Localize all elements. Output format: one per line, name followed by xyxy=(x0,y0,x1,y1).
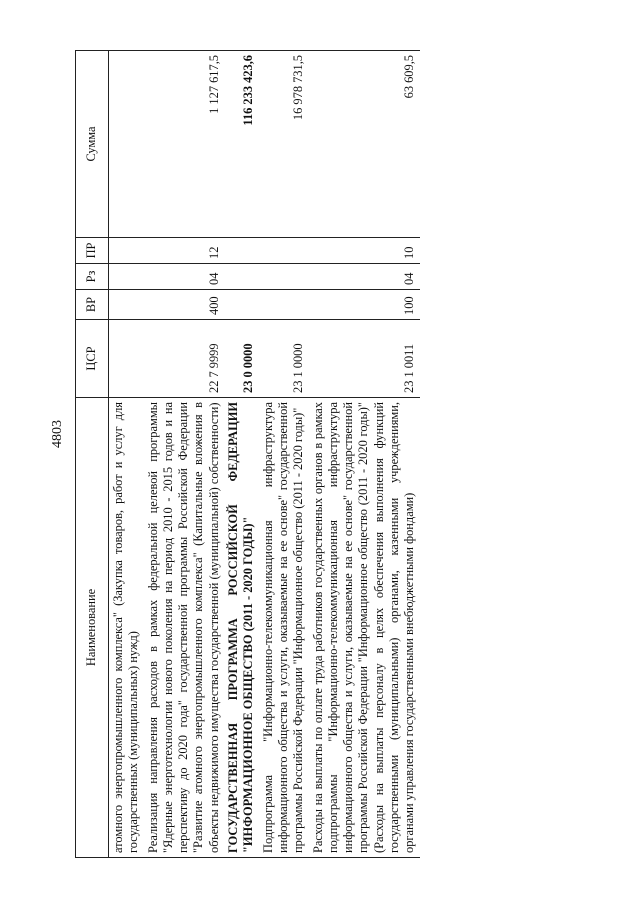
header-pr: ПР xyxy=(76,238,109,264)
row-pr: 12 xyxy=(144,238,224,264)
row-rz xyxy=(224,264,259,290)
table-header-row xyxy=(76,51,109,858)
page-number: 4803 xyxy=(50,420,65,448)
header-name: Наименование xyxy=(76,398,109,858)
row-csr: 23 1 0000 xyxy=(259,320,309,398)
row-name: ГОСУДАРСТВЕННАЯ ПРОГРАММА РОССИЙСКОЙ ФЕДЕРАЦИИ "ИНФОРМАЦИОННОЕ ОБЩЕСТВО (2011 - 2020 ГОДЫ)" xyxy=(224,398,259,858)
budget-table-rotated xyxy=(75,50,578,858)
row-sum: 16 978 731,5 xyxy=(259,51,309,238)
row-csr: 22 7 9999 xyxy=(144,320,224,398)
table-body xyxy=(109,51,420,858)
row-rz: 04 xyxy=(309,264,420,290)
header-csr: ЦСР xyxy=(76,320,109,398)
table-row xyxy=(224,51,259,858)
budget-table xyxy=(75,50,420,858)
row-name: Реализация направления расходов в рамках федеральной целевой программы "Ядерные энерготехнологии нового поколения на период 2010 - 2015 годов и на перспективу до 2020 года" государственной программы Российской Федерации "Развитие атомного энергопромышленного комплекса" (Капитальные вложения в объекты недвижимого имущества государственной (муниципальной) собственности) xyxy=(144,398,224,858)
row-vr xyxy=(259,290,309,320)
row-sum: 1 127 617,5 xyxy=(144,51,224,238)
row-vr: 100 xyxy=(309,290,420,320)
row-rz: 04 xyxy=(144,264,224,290)
table-row xyxy=(109,51,144,858)
table-row xyxy=(144,51,224,858)
table-row xyxy=(259,51,309,858)
row-pr xyxy=(109,238,144,264)
table-row xyxy=(309,51,420,858)
row-sum: 63 609,5 xyxy=(309,51,420,238)
row-pr xyxy=(224,238,259,264)
row-name: Подпрограмма "Информационно-телекоммуникационная инфраструктура информационного общества и услуги, оказываемые на ее основе" государственной программы Российской Федерации "Информационное общество (2011 - 2020 годы)" xyxy=(259,398,309,858)
row-sum: 116 233 423,6 xyxy=(224,51,259,238)
row-pr xyxy=(259,238,309,264)
row-name: Расходы на выплаты по оплате труда работников государственных органов в рамках подпрограммы "Информационно-телекоммуникационная инфраструктура информационного общества и услуги, оказываемые на ее основе" государственной программы Российской Федерации "Информационное общество (2011 - 2020 годы)" (Расходы на выплаты персоналу в целях обеспечения выполнения функций государственными (муниципальными) органами, казенными учреждениями, органами управления государственными внебюджетными фондами) xyxy=(309,398,420,858)
header-sum: Сумма xyxy=(76,51,109,238)
row-vr xyxy=(109,290,144,320)
row-csr xyxy=(109,320,144,398)
row-rz xyxy=(259,264,309,290)
row-rz xyxy=(109,264,144,290)
row-name: атомного энергопромышленного комплекса" (Закупка товаров, работ и услуг для государственных (муниципальных) нужд) xyxy=(109,398,144,858)
row-pr: 10 xyxy=(309,238,420,264)
header-rz: Рз xyxy=(76,264,109,290)
header-vr: ВР xyxy=(76,290,109,320)
row-vr: 400 xyxy=(144,290,224,320)
row-sum xyxy=(109,51,144,238)
row-csr: 23 1 0011 xyxy=(309,320,420,398)
row-vr xyxy=(224,290,259,320)
row-csr: 23 0 0000 xyxy=(224,320,259,398)
